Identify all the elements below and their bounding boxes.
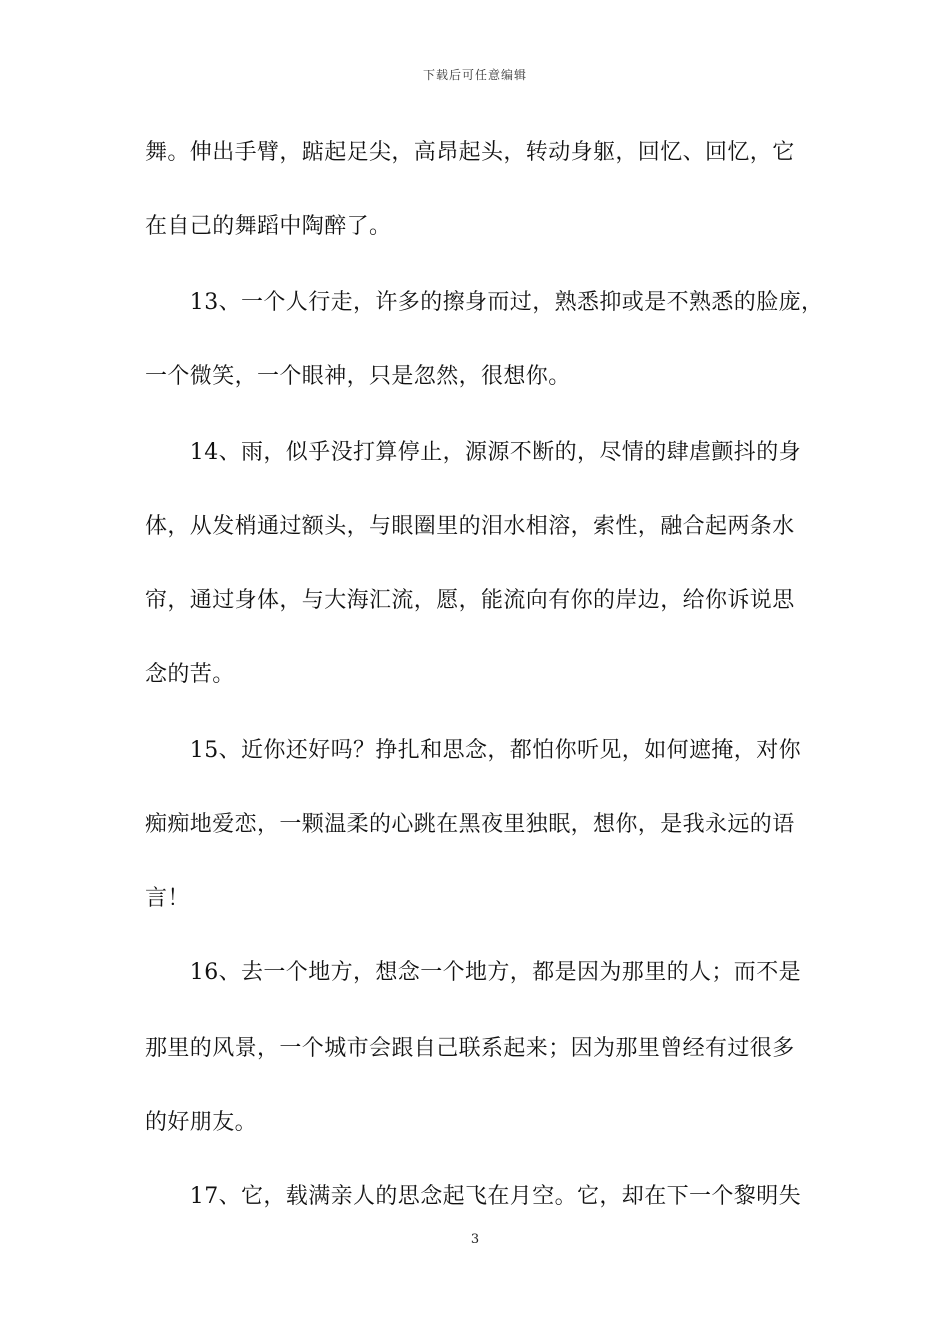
text-line: 14、雨，似乎没打算停止，源源不断的，尽情的肆虐颤抖的身 [145, 440, 801, 465]
text-line: 在自己的舞蹈中陶醉了。 [145, 214, 392, 239]
text-line: 13、一个人行走，许多的擦身而过，熟悉抑或是不熟悉的脸庞， [145, 290, 824, 315]
text-line: 那里的风景，一个城市会跟自己联系起来；因为那里曾经有过很多 [145, 1036, 795, 1061]
text-line: 16、去一个地方，想念一个地方，都是因为那里的人；而不是 [145, 960, 801, 985]
text-line: 15、近你还好吗？挣扎和思念，都怕你听见，如何遮掩，对你 [145, 738, 801, 763]
text-line: 体，从发梢通过额头，与眼圈里的泪水相溶，索性，融合起两条水 [145, 514, 795, 539]
page-number: 3 [470, 1232, 480, 1247]
text-line: 言！ [145, 886, 190, 911]
text-line: 舞。伸出手臂，踮起足尖，高昂起头，转动身躯，回忆、回忆，它 [145, 140, 795, 165]
text-line: 痴痴地爱恋，一颗温柔的心跳在黑夜里独眠，想你，是我永远的语 [145, 812, 795, 837]
text-line: 帘，通过身体，与大海汇流，愿，能流向有你的岸边，给你诉说思 [145, 588, 795, 613]
text-line: 一个微笑，一个眼神，只是忽然，很想你。 [145, 364, 571, 389]
page-header: 下载后可任意编辑 [422, 68, 527, 82]
text-line: 17、它，载满亲人的思念起飞在月空。它，却在下一个黎明失 [145, 1184, 801, 1209]
text-line: 的好朋友。 [145, 1110, 258, 1135]
text-line: 念的苦。 [145, 662, 235, 687]
